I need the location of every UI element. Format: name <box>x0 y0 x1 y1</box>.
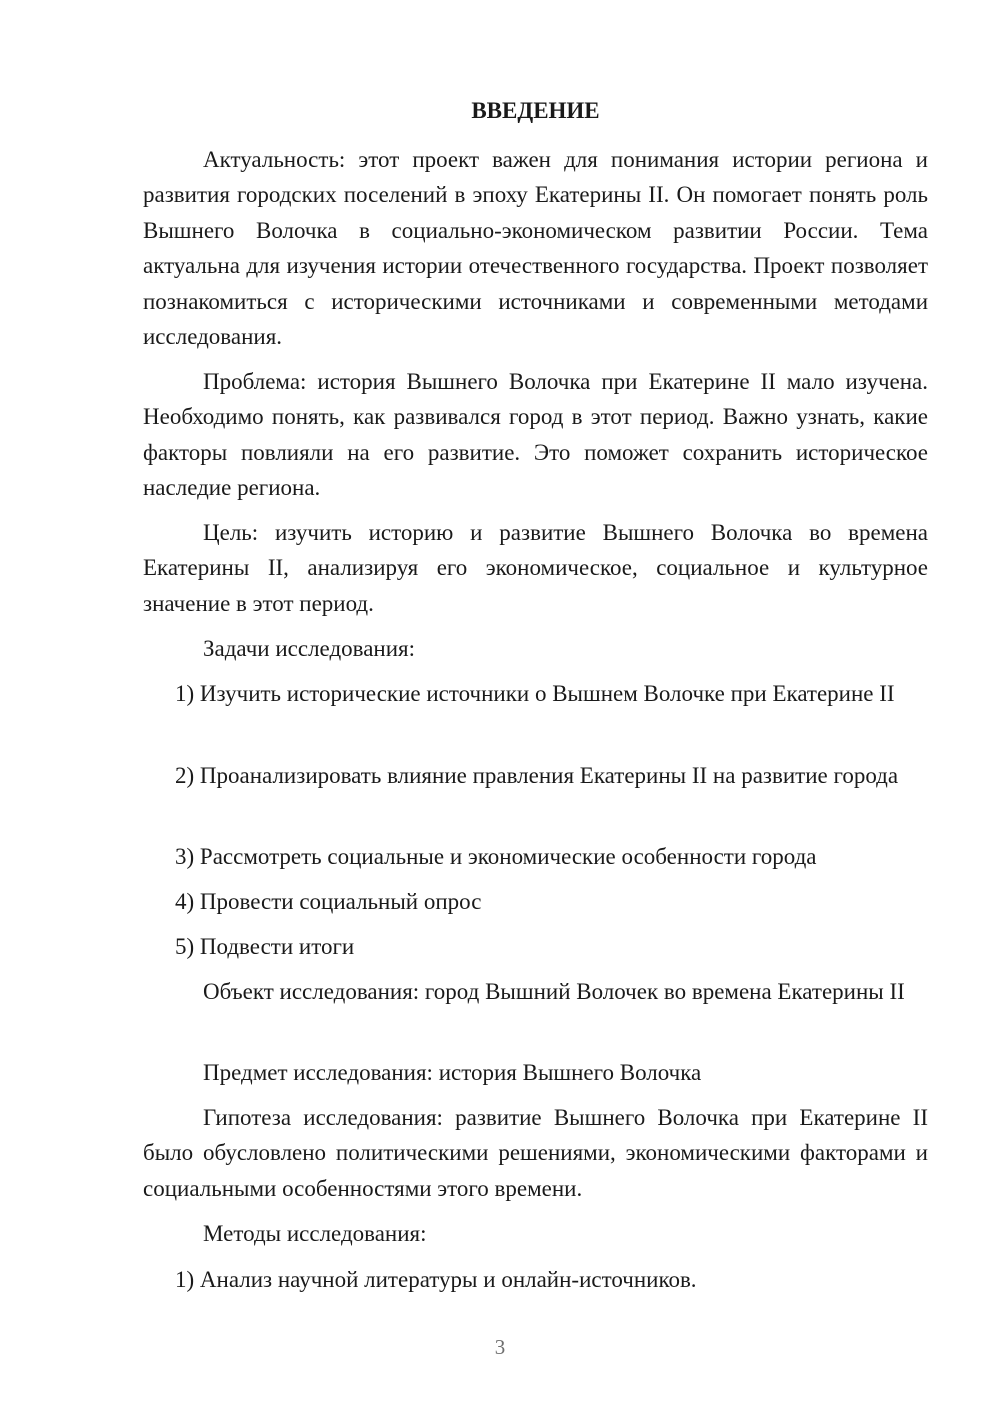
methods-title: Методы исследования: <box>203 1221 427 1246</box>
task-item-5: 5) Подвести итоги <box>175 934 355 959</box>
task-item-1: 1) Изучить исторические источники о Вышнем Волочке при Екатерине II <box>175 681 895 706</box>
task-item-2: 2) Проанализировать влияние правления Екатерины II на развитие города <box>175 763 899 788</box>
task-item-3: 3) Рассмотреть социальные и экономические особенности города <box>175 844 817 869</box>
section-heading: ВВЕДЕНИЕ <box>471 98 600 123</box>
subject-paragraph: Предмет исследования: история Вышнего Волочка <box>203 1060 702 1085</box>
goal-paragraph: Цель: изучить историю и развитие Вышнего Волочка во времена Екатерины II, анализируя его экономическое, социальное и культурное значение в этот период. <box>143 520 928 616</box>
hypothesis-paragraph: Гипотеза исследования: развитие Вышнего Волочка при Екатерине II было обусловлено политическими решениями, экономическими факторами и социальными особенностями этого времени. <box>143 1105 928 1201</box>
problem-paragraph: Проблема: история Вышнего Волочка при Екатерине II мало изучена. Необходимо понять, как развивался город в этот период. Важно узнать, какие факторы повлияли на его развитие. Это поможет сохранить историческое наследие региона. <box>143 369 928 501</box>
method-item-1: 1) Анализ научной литературы и онлайн-источников. <box>175 1267 697 1292</box>
relevance-paragraph: Актуальность: этот проект важен для понимания истории региона и развития городских поселений в эпоху Екатерины II. Он помогает понять роль Вышнего Волочка в социально-экономическом развитии России. Тема актуальна для изучения истории отечественного государства. Проект позволяет познакомиться с историческими источниками и современными методами исследования. <box>143 147 928 350</box>
tasks-title: Задачи исследования: <box>203 636 416 661</box>
object-paragraph: Объект исследования: город Вышний Волочек во времена Екатерины II <box>203 979 905 1004</box>
page-number: 3 <box>494 1335 506 1359</box>
task-item-4: 4) Провести социальный опрос <box>175 889 482 914</box>
